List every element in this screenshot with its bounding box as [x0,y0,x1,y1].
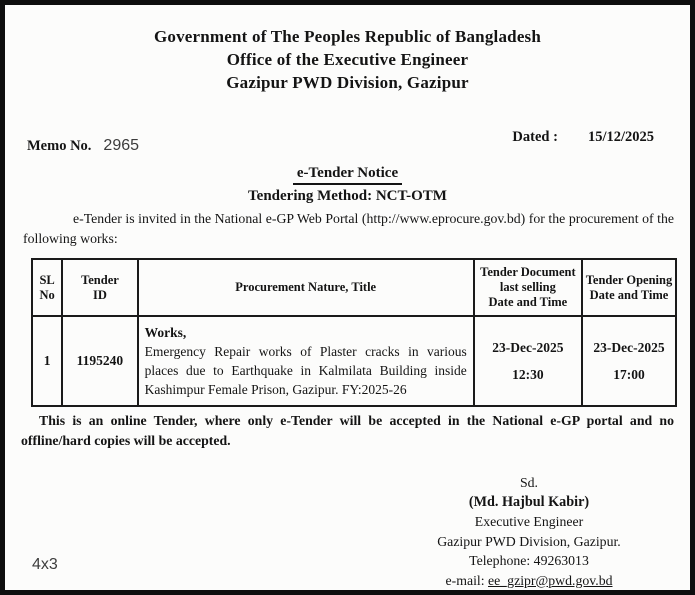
table-header-tender-id: Tender ID [62,259,137,316]
header-division-line: Gazipur PWD Division, Gazipur [226,73,469,92]
cell-tender-id: 1195240 [62,316,137,406]
email-address: ee_gzipr@pwd.gov.bd [488,572,613,588]
signatory-email-line [400,571,658,591]
header-office-line: Office of the Executive Engineer [226,50,469,69]
table-header-sl-no: SL No [32,259,62,316]
signatory-telephone: Telephone: 49263013 [469,553,589,568]
table-row [32,316,676,406]
cell-doc-selling-datetime [474,316,582,406]
doc-selling-date: 23-Dec-2025 [492,340,564,355]
dated-group [512,128,654,146]
tendering-method: Tendering Method: NCT-OTM [248,188,447,204]
ad-size-note: 4x3 [32,556,58,573]
signatory-office: Gazipur PWD Division, Gazipur. [437,533,621,549]
signature-block [400,473,658,590]
opening-time: 17:00 [613,367,645,382]
memo-row [27,128,654,162]
tender-table [31,258,677,407]
notice-title-wrap [5,164,690,185]
cell-opening-datetime [582,316,676,406]
memo-number-value: 2965 [103,137,140,154]
table-header-row [32,259,676,316]
signatory-title: Executive Engineer [474,514,584,529]
doc-selling-time: 12:30 [512,367,544,382]
table-header-doc-selling: Tender Document last selling Date and Time [474,259,582,316]
memo-label: Memo No. [27,138,92,154]
header-government-line: Government of The Peoples Republic of Bangladesh [153,27,542,46]
notice-title: e-Tender Notice [293,165,402,185]
intro-paragraph: e-Tender is invited in the National e-GP Web Portal (http://www.eprocure.gov.bd) for the procurement of the following works: [23,211,674,246]
opening-date: 23-Dec-2025 [593,340,665,355]
dated-label: Dated : [512,129,558,145]
signature-sd: Sd. [519,475,539,490]
cell-procurement-title [138,316,474,406]
procurement-nature: Works, [144,325,187,340]
document-header [5,25,690,94]
procurement-description: Emergency Repair works of Plaster cracks in various places due to Earthquake in Kalmilata Building inside Kashimpur Female Prison, Gazipur. FY:2025-26 [144,344,467,397]
table-header-procurement-title: Procurement Nature, Title [138,259,474,316]
cell-sl-no: 1 [32,316,62,406]
dated-value: 15/12/2025 [587,129,654,145]
memo-number-group [27,137,139,155]
online-tender-note: This is an online Tender, where only e-Tender will be accepted in the National e-GP portal and no offline/hard copies will be accepted. [21,413,674,448]
table-header-opening: Tender Opening Date and Time [582,259,676,316]
signatory-name: (Md. Hajbul Kabir) [468,493,590,510]
email-label: e-mail: [445,572,489,588]
